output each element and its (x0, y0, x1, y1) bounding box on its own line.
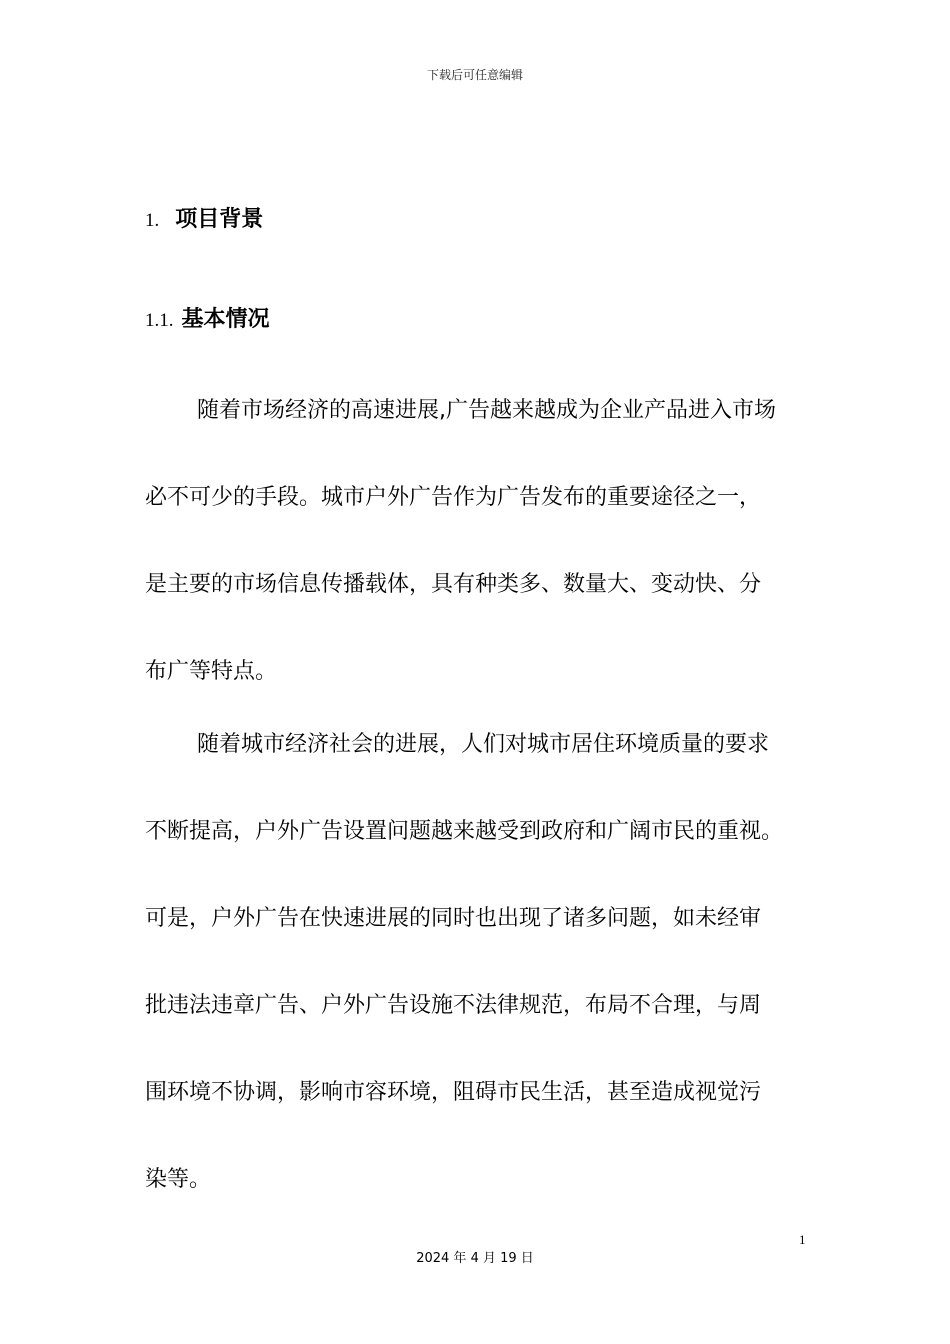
body-line: 不断提高，户外广告设置问题越来越受到政府和广阔市民的重视。 (145, 819, 784, 844)
section-title: 项目背景 (175, 207, 264, 232)
body-line: 是主要的市场信息传播载体，具有种类多、数量大、变动快、分 (145, 572, 762, 597)
body-line: 批违法违章广告、户外广告设施不法律规范，布局不合理，与周 (145, 993, 762, 1018)
subsection-heading (145, 302, 270, 333)
subsection-number: 1.1. (145, 310, 174, 331)
page-number: 1 (799, 1232, 806, 1247)
body-line: 染等。 (145, 1167, 212, 1192)
section-number: 1. (145, 210, 160, 231)
footer-date: 2024 年 4 月 19 日 (416, 1251, 534, 1266)
body-line: 围环境不协调，影响市容环境，阻碍市民生活，甚至造成视觉污 (145, 1080, 762, 1105)
page-header: 下载后可任意编辑 (426, 68, 523, 82)
body-line: 随着市场经济的高速进展,广告越来越成为企业产品进入市场 (197, 398, 776, 423)
body-line: 随着城市经济社会的进展，人们对城市居住环境质量的要求 (197, 732, 770, 757)
body-line: 可是，户外广告在快速进展的同时也出现了诸多问题，如未经审 (145, 906, 762, 931)
section-heading-1 (145, 202, 263, 233)
body-line: 必不可少的手段。城市户外广告作为广告发布的重要途径之一， (145, 485, 762, 510)
body-line: 布广等特点。 (145, 659, 278, 684)
subsection-title: 基本情况 (181, 307, 270, 332)
